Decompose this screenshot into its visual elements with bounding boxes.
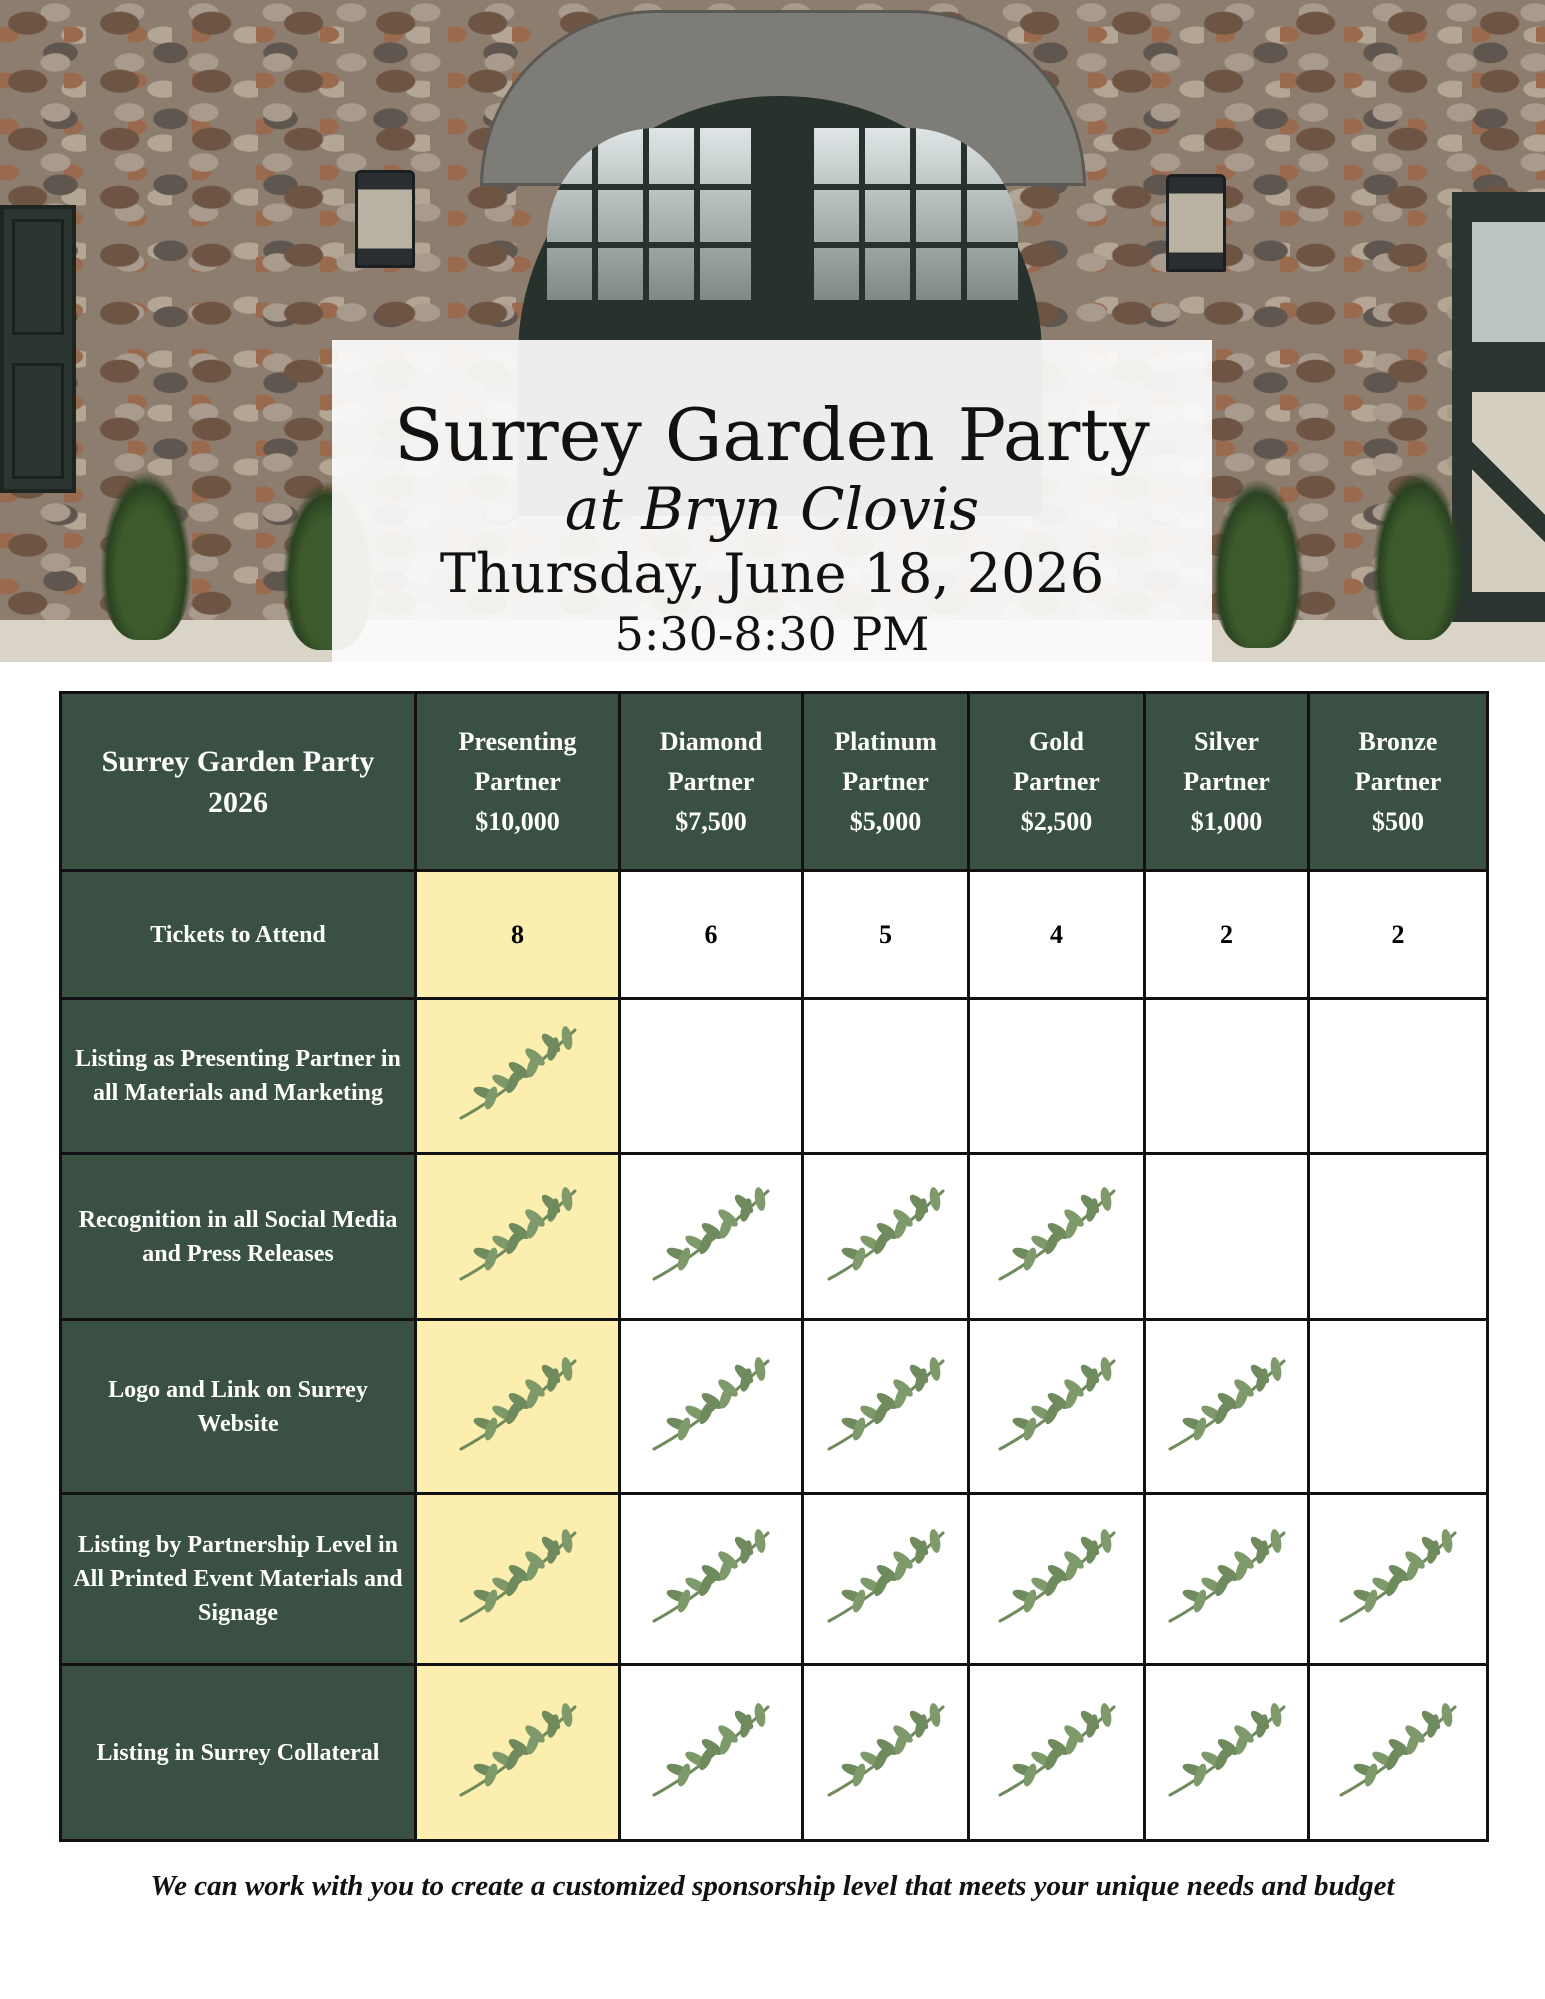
olive-sprig-icon xyxy=(455,1185,581,1289)
benefit-empty-cell xyxy=(1309,999,1488,1154)
tier-role: Partner xyxy=(667,766,755,796)
tier-header xyxy=(620,693,803,871)
tier-name: Diamond xyxy=(659,726,763,756)
olive-sprig-icon xyxy=(823,1355,949,1459)
tier-price: $10,000 xyxy=(475,806,560,836)
olive-sprig-icon xyxy=(994,1185,1120,1289)
benefit-label: Logo and Link on Surrey Website xyxy=(61,1320,416,1494)
olive-sprig-icon xyxy=(823,1185,949,1289)
olive-sprig-icon xyxy=(648,1527,774,1631)
benefit-empty-cell xyxy=(620,999,803,1154)
ticket-count: 2 xyxy=(1309,871,1488,999)
benefit-included-cell xyxy=(416,999,620,1154)
benefit-empty-cell xyxy=(1145,1154,1309,1320)
benefit-empty-cell xyxy=(803,999,969,1154)
ticket-count: 6 xyxy=(620,871,803,999)
tier-price: $2,500 xyxy=(1020,806,1093,836)
tier-price: $7,500 xyxy=(675,806,747,836)
benefit-included-cell xyxy=(620,1494,803,1665)
benefit-empty-cell xyxy=(1309,1154,1488,1320)
benefit-row xyxy=(61,999,1488,1154)
benefit-label: Listing by Partnership Level in All Printed Event Materials and Signage xyxy=(61,1494,416,1665)
table-title-year: 2026 xyxy=(208,785,268,819)
ticket-count: 5 xyxy=(803,871,969,999)
benefit-row xyxy=(61,1320,1488,1494)
tier-header xyxy=(416,693,620,871)
event-time: 5:30-8:30 PM xyxy=(614,607,930,661)
benefit-included-cell xyxy=(969,1665,1145,1841)
benefit-included-cell xyxy=(416,1154,620,1320)
lantern-icon xyxy=(355,170,415,268)
ticket-count: 8 xyxy=(416,871,620,999)
tier-role: Partner xyxy=(474,766,561,796)
tier-name: Gold xyxy=(1029,726,1084,756)
tier-price: $1,000 xyxy=(1190,806,1263,836)
tier-header xyxy=(969,693,1145,871)
olive-sprig-icon xyxy=(823,1701,949,1805)
benefit-empty-cell xyxy=(969,999,1145,1154)
side-door xyxy=(1452,192,1545,622)
benefit-included-cell xyxy=(803,1320,969,1494)
benefit-included-cell xyxy=(1145,1665,1309,1841)
benefit-label: Recognition in all Social Media and Press Releases xyxy=(61,1154,416,1320)
custom-sponsorship-note: We can work with you to create a customized sponsorship level that meets your unique needs and budget xyxy=(150,1870,1395,1902)
tier-header-row xyxy=(61,693,1488,871)
olive-sprig-icon xyxy=(994,1701,1120,1805)
tier-price: $5,000 xyxy=(849,806,922,836)
tier-header xyxy=(803,693,969,871)
olive-sprig-icon xyxy=(1335,1527,1461,1631)
hero-photo xyxy=(0,0,1545,662)
tier-role: Partner xyxy=(1013,766,1100,796)
table-title-line: Surrey Garden Party xyxy=(101,744,375,778)
olive-sprig-icon xyxy=(994,1527,1120,1631)
event-title-card xyxy=(332,340,1212,662)
tickets-row xyxy=(61,871,1488,999)
benefit-included-cell xyxy=(620,1154,803,1320)
olive-sprig-icon xyxy=(455,1355,581,1459)
benefit-included-cell xyxy=(1145,1320,1309,1494)
benefit-included-cell xyxy=(1309,1665,1488,1841)
benefit-label: Listing as Presenting Partner in all Materials and Marketing xyxy=(61,999,416,1154)
olive-sprig-icon xyxy=(648,1355,774,1459)
benefit-included-cell xyxy=(416,1494,620,1665)
benefit-included-cell xyxy=(620,1320,803,1494)
ticket-count: 2 xyxy=(1145,871,1309,999)
tier-header xyxy=(1309,693,1488,871)
benefit-included-cell xyxy=(803,1665,969,1841)
benefit-row xyxy=(61,1665,1488,1841)
benefit-label: Listing in Surrey Collateral xyxy=(61,1665,416,1841)
benefit-included-cell xyxy=(969,1154,1145,1320)
benefit-included-cell xyxy=(416,1665,620,1841)
benefit-empty-cell xyxy=(1309,1320,1488,1494)
tier-name: Silver xyxy=(1194,726,1259,756)
tier-name: Presenting xyxy=(458,726,577,756)
lantern-icon xyxy=(1166,174,1226,272)
olive-sprig-icon xyxy=(455,1527,581,1631)
event-venue: at Bryn Clovis xyxy=(564,475,980,543)
olive-sprig-icon xyxy=(1164,1527,1290,1631)
event-title: Surrey Garden Party xyxy=(394,393,1150,477)
tier-header xyxy=(1145,693,1309,871)
benefit-row xyxy=(61,1154,1488,1320)
olive-sprig-icon xyxy=(455,1024,581,1128)
sponsorship-table xyxy=(59,691,1489,1842)
benefit-included-cell xyxy=(803,1154,969,1320)
shrub xyxy=(1212,478,1304,648)
benefit-included-cell xyxy=(620,1665,803,1841)
olive-sprig-icon xyxy=(1335,1701,1461,1805)
window-shutter xyxy=(0,205,76,493)
olive-sprig-icon xyxy=(1164,1355,1290,1459)
benefit-included-cell xyxy=(969,1320,1145,1494)
tier-name: Platinum xyxy=(834,726,937,756)
benefit-empty-cell xyxy=(1145,999,1309,1154)
table-title xyxy=(61,693,416,871)
benefit-included-cell xyxy=(803,1494,969,1665)
shrub xyxy=(100,470,192,640)
benefit-row xyxy=(61,1494,1488,1665)
benefit-included-cell xyxy=(1145,1494,1309,1665)
row-label: Tickets to Attend xyxy=(61,871,416,999)
tier-role: Partner xyxy=(1354,766,1442,796)
event-date: Thursday, June 18, 2026 xyxy=(439,542,1105,605)
olive-sprig-icon xyxy=(648,1701,774,1805)
olive-sprig-icon xyxy=(1164,1701,1290,1805)
olive-sprig-icon xyxy=(994,1355,1120,1459)
olive-sprig-icon xyxy=(823,1527,949,1631)
tier-role: Partner xyxy=(842,766,929,796)
ticket-count: 4 xyxy=(969,871,1145,999)
shrub xyxy=(1372,470,1464,640)
olive-sprig-icon xyxy=(648,1185,774,1289)
benefit-included-cell xyxy=(416,1320,620,1494)
benefit-included-cell xyxy=(969,1494,1145,1665)
olive-sprig-icon xyxy=(455,1701,581,1805)
benefit-included-cell xyxy=(1309,1494,1488,1665)
tier-role: Partner xyxy=(1183,766,1270,796)
tier-price: $500 xyxy=(1372,806,1424,836)
tier-name: Bronze xyxy=(1358,726,1438,756)
